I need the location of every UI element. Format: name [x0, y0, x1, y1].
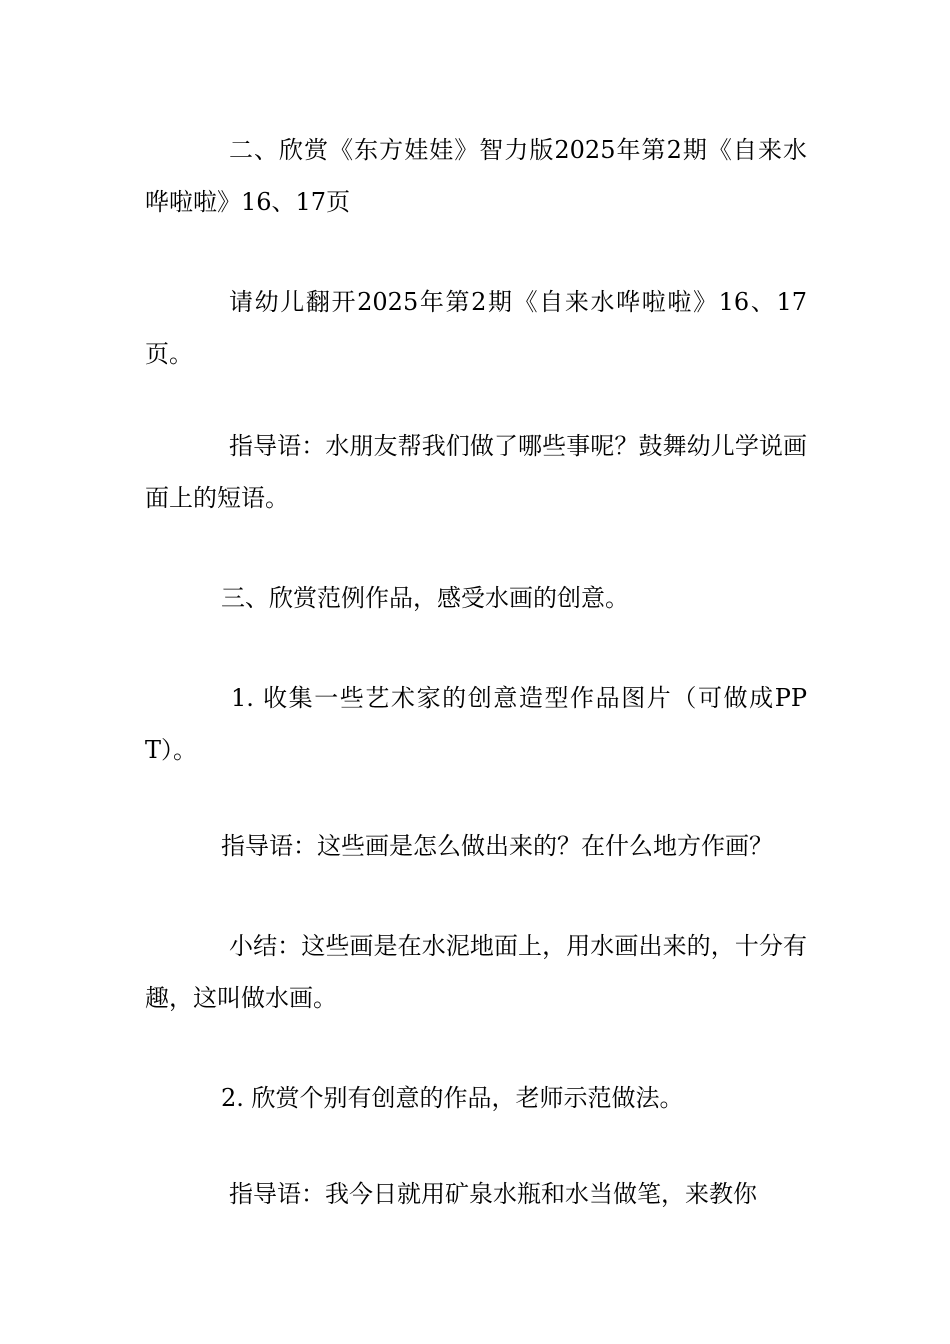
section-three-heading: 三、欣赏范例作品，感受水画的创意。: [221, 584, 629, 612]
paragraph-guide-2: 指导语：这些画是怎么做出来的？在什么地方作画？: [221, 832, 773, 860]
paragraph-open-book: 请幼儿翻开2025年第2期《自来水哗啦啦》16、17页。: [145, 288, 807, 368]
paragraph-guide-1: 指导语：水朋友帮我们做了哪些事呢？鼓舞幼儿学说画面上的短语。: [145, 432, 807, 512]
paragraph-guide-3: 指导语：我今日就用矿泉水瓶和水当做笔，来教你: [229, 1180, 757, 1208]
paragraph-item-2: 2. 欣赏个别有创意的作品，老师示范做法。: [221, 1084, 684, 1112]
paragraph-summary: 小结：这些画是在水泥地面上，用水画出来的，十分有趣，这叫做水画。: [145, 932, 807, 1012]
paragraph-item-1: 1. 收集一些艺术家的创意造型作品图片（可做成PPT）。: [145, 684, 807, 764]
section-two-heading: 二、欣赏《东方娃娃》智力版2025年第2期《自来水哗啦啦》16、17页: [145, 136, 807, 216]
